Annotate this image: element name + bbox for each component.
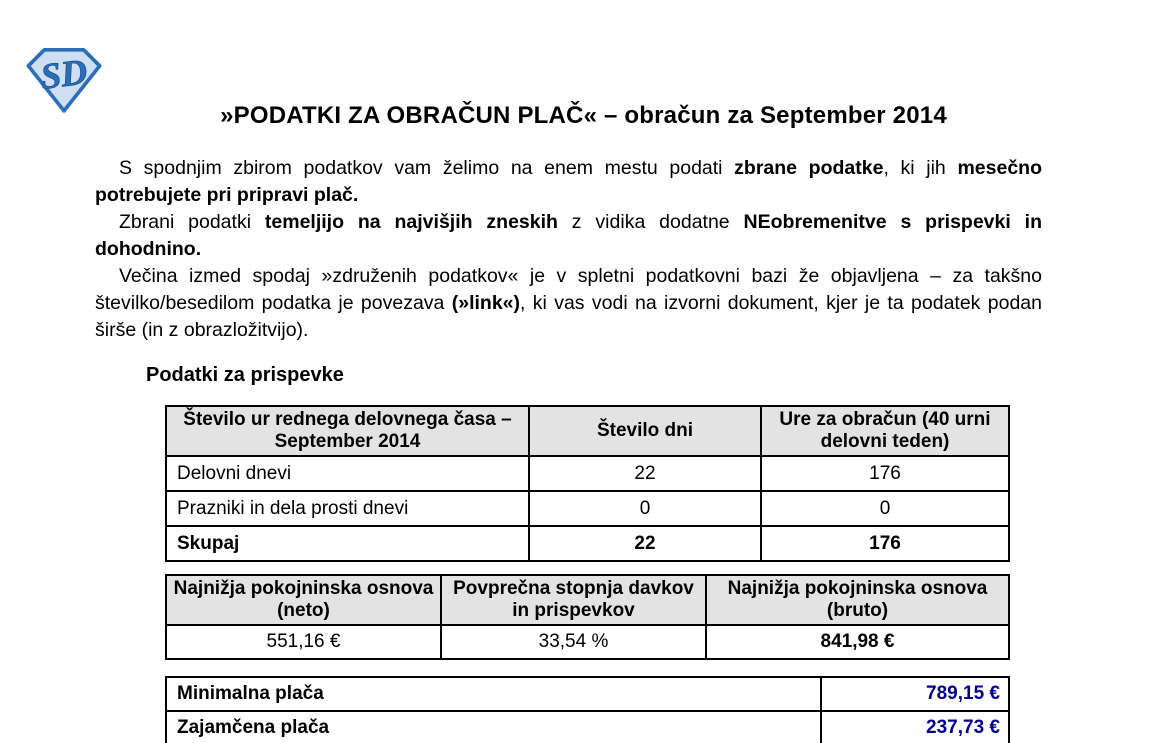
column-header-pension-gross: Najnižja pokojninska osnova (bruto) [706, 575, 1009, 625]
intro-p1-run2: zbrane podatke [734, 157, 884, 179]
hours-value: 176 [761, 456, 1009, 491]
days-total-value: 22 [529, 526, 761, 561]
table-row-total [166, 526, 1009, 561]
logo-letters: SD [38, 51, 90, 97]
avg-rate-value: 33,54 % [441, 625, 706, 659]
column-header-days: Število dni [529, 406, 761, 456]
table-row-pension-values [166, 625, 1009, 659]
guaranteed-wage-label: Zajamčena plača [166, 711, 821, 743]
column-header-calc-hours: Ure za obračun (40 urni delovni teden) [761, 406, 1009, 456]
intro-paragraph-2 [95, 209, 1042, 263]
row-label: Prazniki in dela prosti dnevi [166, 491, 529, 526]
intro-p3-run2: (»link«) [451, 292, 521, 314]
row-label: Delovni dnevi [166, 456, 529, 491]
intro-p3-run3: , ki vas vodi na izvorni dokument, kjer je ta podatek podan širše (in z obrazložitvijo). [95, 292, 1042, 341]
minimum-wage-value-link[interactable]: 789,15 € [821, 677, 1009, 711]
intro-text [95, 155, 1042, 344]
table-row-minimum-wage [166, 677, 1009, 711]
table-row-holidays [166, 491, 1009, 526]
hours-value: 0 [761, 491, 1009, 526]
wage-table [165, 676, 1010, 743]
intro-p2-run4: NEobremenitve s prispevki in dohodnino. [95, 211, 1042, 260]
work-hours-table [165, 405, 1010, 562]
page-title: »PODATKI ZA OBRAČUN PLAČ« – obračun za September 2014 [220, 102, 947, 129]
pension-base-table [165, 574, 1010, 660]
hours-total-value: 176 [761, 526, 1009, 561]
intro-p3-run1: Večina izmed spodaj »združenih podatkov« je v spletni podatkovni bazi že objavljena – za takšno številko/besedilom podatka je povezava [95, 265, 1042, 314]
minimum-wage-label: Minimalna plača [166, 677, 821, 711]
table-header-row [166, 406, 1009, 456]
intro-p1-run3: , ki jih [883, 157, 958, 179]
days-value: 22 [529, 456, 761, 491]
intro-p1-run1: S spodnjim zbirom podatkov vam želimo na enem mestu podati [119, 157, 735, 179]
table-row-working-days [166, 456, 1009, 491]
intro-paragraph-1 [95, 155, 1042, 209]
column-header-hours: Število ur rednega delovnega časa – September 2014 [166, 406, 529, 456]
row-label-total: Skupaj [166, 526, 529, 561]
sd-shield-icon [24, 44, 104, 116]
days-value: 0 [529, 491, 761, 526]
pension-gross-value: 841,98 € [706, 625, 1009, 659]
table-header-row [166, 575, 1009, 625]
intro-p2-run2: temeljijo na najvišjih zneskih [264, 211, 558, 233]
intro-paragraph-3 [95, 263, 1042, 344]
section-heading-prispevki: Podatki za prispevke [146, 364, 344, 386]
column-header-pension-net: Najnižja pokojninska osnova (neto) [166, 575, 441, 625]
column-header-avg-rate: Povprečna stopnja davkov in prispevkov [441, 575, 706, 625]
table-row-guaranteed-wage [166, 711, 1009, 743]
pension-net-value: 551,16 € [166, 625, 441, 659]
intro-p2-run3: z vidika dodatne [557, 211, 744, 233]
guaranteed-wage-value-link[interactable]: 237,73 € [821, 711, 1009, 743]
intro-p1-run4: mesečno potrebujete pri pripravi plač. [95, 157, 1042, 206]
intro-p2-run1: Zbrani podatki [119, 211, 265, 233]
sd-logo [24, 44, 104, 116]
